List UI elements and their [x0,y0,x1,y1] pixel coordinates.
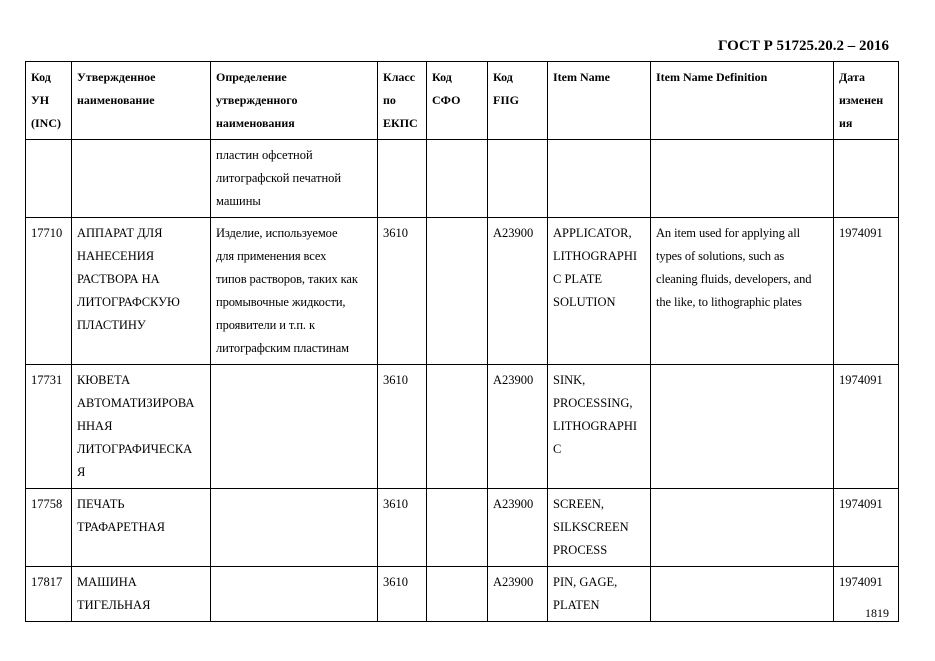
cell-item-name [548,140,651,218]
col-header-date: Дата изменен ия [834,62,899,140]
cell-class: 3610 [378,218,427,365]
col-header-inc: Код УН (INC) [26,62,72,140]
table-row [26,567,899,622]
cell-item-definition [651,365,834,489]
cell-definition [211,489,378,567]
cell-inc: 17710 [26,218,72,365]
cell-item-name: PIN, GAGE, PLATEN [548,567,651,622]
cell-sfo [427,365,488,489]
table-header-row [26,62,899,140]
cell-date: 1974091 [834,365,899,489]
cell-definition [211,567,378,622]
cell-inc: 17731 [26,365,72,489]
cell-name: ПЕЧАТЬ ТРАФАРЕТНАЯ [72,489,211,567]
cell-item-definition [651,140,834,218]
cell-item-definition: An item used for applying all types of solutions, such as cleaning fluids, developers, and the like, to lithographic plates [651,218,834,365]
col-header-definition: Определение утвержденного наименования [211,62,378,140]
cell-class: 3610 [378,365,427,489]
cell-inc: 17817 [26,567,72,622]
cell-date: 1974091 [834,218,899,365]
cell-sfo [427,489,488,567]
cell-sfo [427,140,488,218]
cell-item-name: SINK, PROCESSING, LITHOGRAPHI C [548,365,651,489]
table-row [26,140,899,218]
cell-definition [211,365,378,489]
cell-inc: 17758 [26,489,72,567]
cell-item-name: SCREEN, SILKSCREEN PROCESS [548,489,651,567]
table-row [26,218,899,365]
cell-class: 3610 [378,489,427,567]
cell-name: АППАРАТ ДЛЯ НАНЕСЕНИЯ РАСТВОРА НА ЛИТОГРАФСКУЮ ПЛАСТИНУ [72,218,211,365]
cell-item-name: APPLICATOR, LITHOGRAPHI C PLATE SOLUTION [548,218,651,365]
cell-date [834,140,899,218]
cell-date: 1974091 [834,489,899,567]
document-title: ГОСТ Р 51725.20.2 – 2016 [717,38,889,54]
col-header-item-name: Item Name [548,62,651,140]
cell-name: КЮВЕТА АВТОМАТИЗИРОВА ННАЯ ЛИТОГРАФИЧЕСКА Я [72,365,211,489]
cell-item-definition [651,489,834,567]
cell-sfo [427,567,488,622]
col-header-class: Класс по ЕКПС [378,62,427,140]
cell-fiig [488,140,548,218]
cell-definition: Изделие, используемое для применения всех типов растворов, таких как промывочные жидкости, проявители и т.п. к литографским пластинам [211,218,378,365]
cell-fiig: A23900 [488,567,548,622]
table-row [26,365,899,489]
cell-name [72,140,211,218]
page-number: 1819 [865,606,889,620]
cell-fiig: A23900 [488,365,548,489]
cell-class: 3610 [378,567,427,622]
table-row [26,489,899,567]
cell-fiig: A23900 [488,489,548,567]
col-header-item-definition: Item Name Definition [651,62,834,140]
cell-class [378,140,427,218]
cell-sfo [427,218,488,365]
cell-fiig: A23900 [488,218,548,365]
classification-table [25,61,899,622]
col-header-fiig: Код FIIG [488,62,548,140]
col-header-sfo: Код СФО [427,62,488,140]
cell-inc [26,140,72,218]
col-header-name: Утвержденное наименование [72,62,211,140]
cell-date: 1974091 [834,567,899,622]
cell-item-definition [651,567,834,622]
cell-name: МАШИНА ТИГЕЛЬНАЯ [72,567,211,622]
cell-definition: пластин офсетной литографской печатной машины [211,140,378,218]
